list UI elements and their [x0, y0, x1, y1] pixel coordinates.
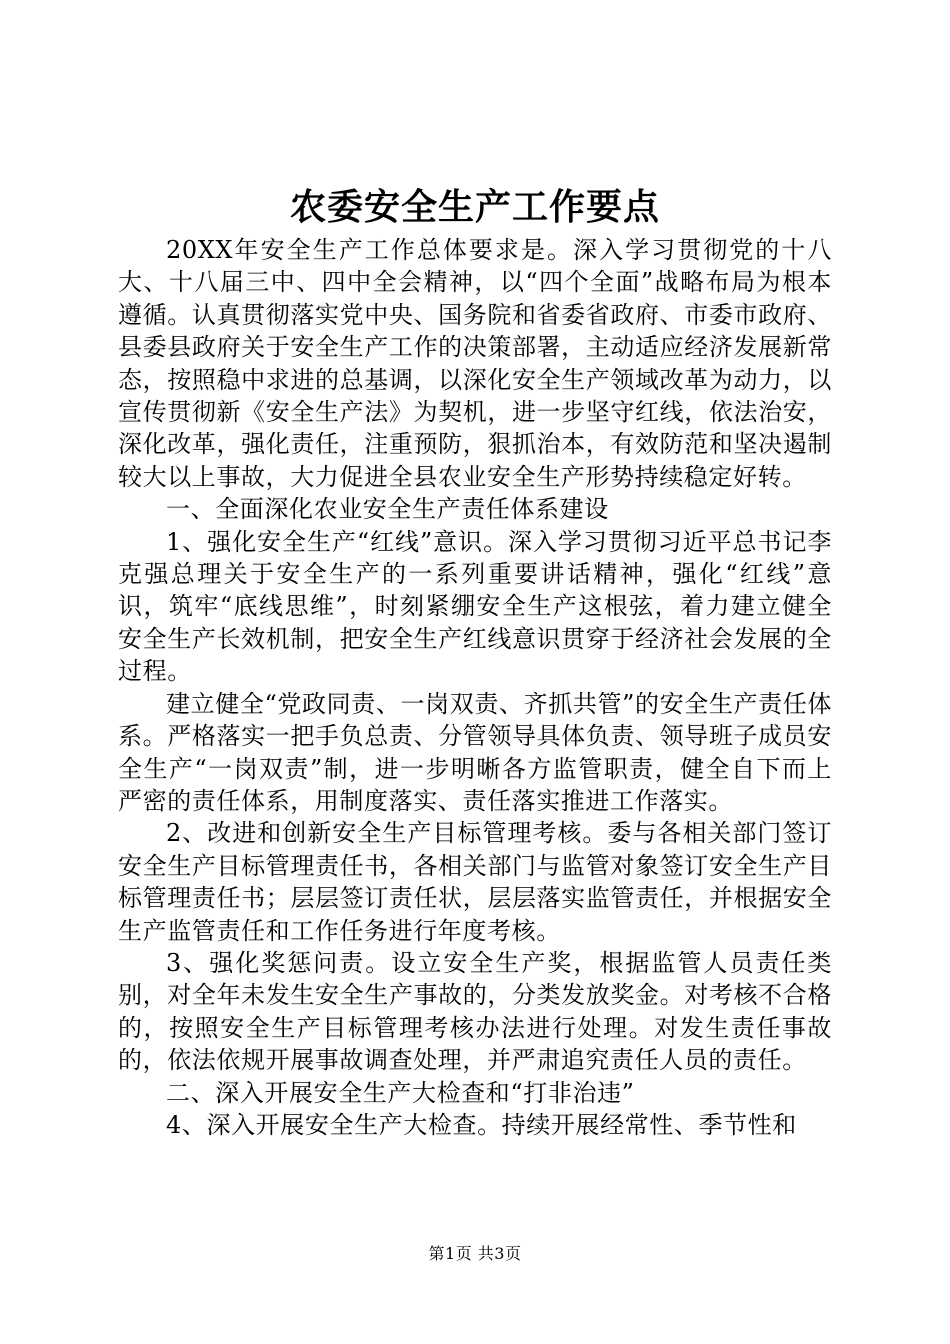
paragraph-intro: 20XX年安全生产工作总体要求是。深入学习贯彻党的十八大、十八届三中、四中全会精神，以“四个全面”战略布局为根本遵循。认真贯彻落实党中央、国务院和省委省政府、市委市政府、县委县政府关于安全生产工作的决策部署，主动适应经济发展新常态，按照稳中求进的总基调，以深化安全生产领域改革为动力，以宣传贯彻新《安全生产法》为契机，进一步坚守红线，依法治安，深化改革，强化责任，注重预防，狠抓治本，有效防范和坚决遏制较大以上事故，大力促进全县农业安全生产形势持续稳定好转。	[118, 236, 832, 491]
document-body	[118, 234, 832, 1141]
page-number-footer: 第1页 共3页	[428, 1244, 522, 1263]
paragraph-item-4: 4、深入开展安全生产大检查。持续开展经常性、季节性和	[166, 1110, 797, 1139]
section-heading-2: 二、深入开展安全生产大检查和“打非治违”	[166, 1078, 635, 1107]
paragraph-responsibility-system: 建立健全“党政同责、一岗双责、齐抓共管”的安全生产责任体系。严格落实一把手负总责、分管领导具体负责、领导班子成员安全生产“一岗双责”制，进一步明晰各方监管职责，健全自下而上严密的责任体系，用制度落实、责任落实推进工作落实。	[118, 689, 832, 815]
paragraph-item-1: 1、强化安全生产“红线”意识。深入学习贯彻习近平总书记李克强总理关于安全生产的一系列重要讲话精神，强化“红线”意识，筑牢“底线思维”，时刻紧绷安全生产这根弦，着力建立健全安全生产长效机制，把安全生产红线意识贯穿于经济社会发展的全过程。	[118, 527, 832, 686]
paragraph-item-3: 3、强化奖惩问责。设立安全生产奖，根据监管人员责任类别，对全年未发生安全生产事故的，分类发放奖金。对考核不合格的，按照安全生产目标管理考核办法进行处理。对发生责任事故的，依法依规开展事故调查处理，并严肃追究责任人员的责任。	[118, 948, 832, 1075]
section-heading-1: 一、全面深化农业安全生产责任体系建设	[166, 495, 609, 524]
paragraph-item-2: 2、改进和创新安全生产目标管理考核。委与各相关部门签订安全生产目标管理责任书，各相关部门与监管对象签订安全生产目标管理责任书；层层签订责任状，层层落实监管责任，并根据安全生产监管责任和工作任务进行年度考核。	[118, 819, 832, 945]
document-title: 农委安全生产工作要点	[289, 186, 660, 228]
